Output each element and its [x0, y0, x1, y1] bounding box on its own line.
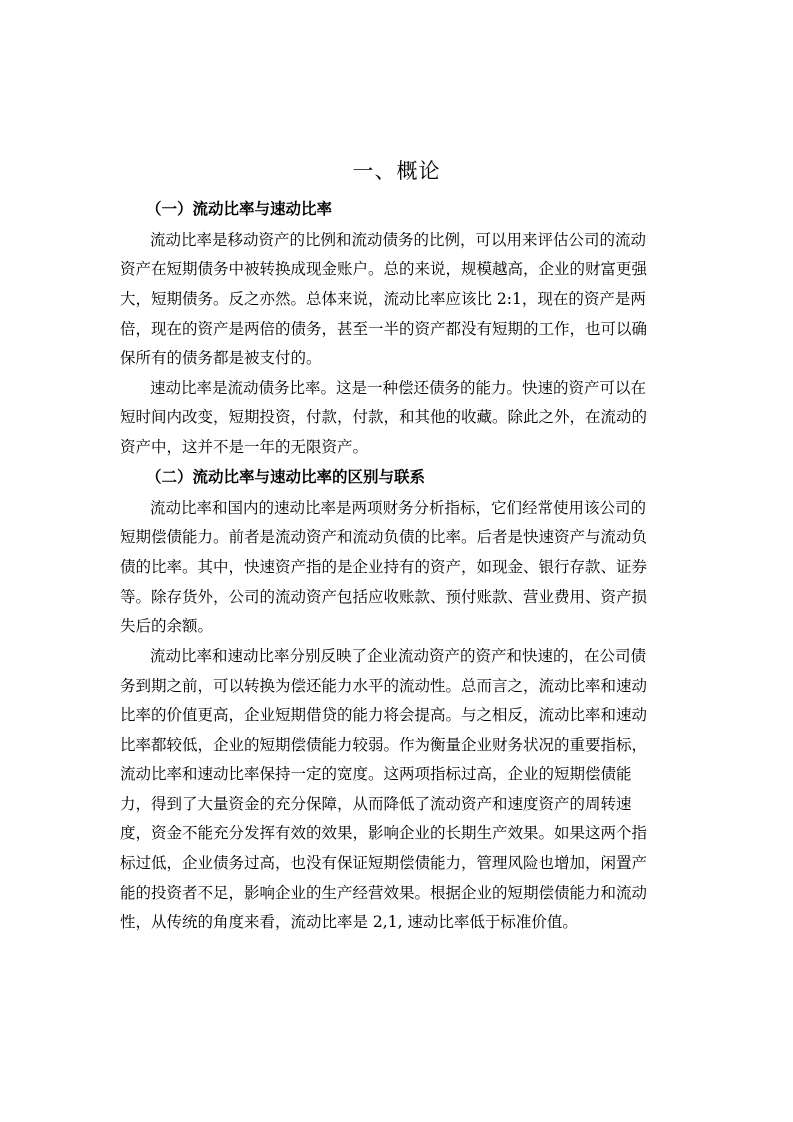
paragraph-line: 能的投资者不足，影响企业的生产经营效果。根据企业的短期偿债能力和流动 — [120, 884, 648, 902]
paragraph-line: 性，从传统的角度来看，流动比率是 2,1, 速动比率低于标准价值。 — [120, 913, 578, 931]
paragraph-line: 标过低，企业债务过高，也没有保证短期偿债能力，管理风险也增加，闲置产 — [120, 854, 648, 872]
paragraph-line: 等。除存货外，公司的流动资产包括应收账款、预付账款、营业费用、资产损 — [120, 588, 648, 606]
paragraph-line: 速动比率是流动债务比率。这是一种偿还债务的能力。快速的资产可以在 — [150, 379, 647, 397]
paragraph-line: 比率的价值更高，企业短期借贷的能力将会提高。与之相反，流动比率和速动 — [120, 706, 648, 724]
paragraph-line: 短时间内改变，短期投资，付款，付款，和其他的收藏。除此之外，在流动的 — [120, 408, 648, 426]
paragraph-line: 大，短期债务。反之亦然。总体来说，流动比率应该比 2:1，现在的资产是两 — [120, 290, 646, 308]
paragraph-line: 比率都较低，企业的短期偿债能力较弱。作为衡量企业财务状况的重要指标， — [120, 736, 648, 754]
paragraph-line: 流动比率和速动比率保持一定的宽度。这两项指标过高，企业的短期偿债能 — [120, 765, 632, 783]
paragraph-line: 短期偿债能力。前者是流动资产和流动负债的比率。后者是快速资产与流动负 — [120, 528, 648, 546]
paragraph-line: 保所有的债务都是被支付的。 — [120, 349, 322, 367]
paragraph-line: 资产在短期债务中被转换成现金账户。总的来说，规模越高，企业的财富更强 — [120, 260, 648, 278]
section-heading-1: （一）流动比率与速动比率 — [146, 199, 333, 218]
paragraph-line: 流动比率是移动资产的比例和流动债务的比例，可以用来评估公司的流动 — [150, 231, 647, 249]
chapter-title: 一、概论 — [352, 159, 441, 183]
paragraph-line: 债的比率。其中，快速资产指的是企业持有的资产，如现金、银行存款、证券 — [120, 558, 648, 576]
paragraph-line: 务到期之前，可以转换为偿还能力水平的流动性。总而言之，流动比率和速动 — [120, 677, 648, 695]
paragraph-line: 倍，现在的资产是两倍的债务，甚至一半的资产都没有短期的工作，也可以确 — [120, 320, 648, 338]
paragraph-line: 力，得到了大量资金的充分保障，从而降低了流动资产和速度资产的周转速 — [120, 795, 632, 813]
paragraph-line: 资产中，这并不是一年的无限资产。 — [120, 438, 369, 456]
paragraph-line: 流动比率和国内的速动比率是两项财务分析指标，它们经常使用该公司的 — [150, 499, 647, 517]
section-heading-2: （二）流动比率与速动比率的区别与联系 — [146, 467, 426, 486]
paragraph-line: 失后的余额。 — [120, 617, 214, 635]
paragraph-line: 流动比率和速动比率分别反映了企业流动资产的资产和快速的，在公司债 — [150, 647, 647, 665]
paragraph-line: 度，资金不能充分发挥有效的效果，影响企业的长期生产效果。如果这两个指 — [120, 824, 648, 842]
